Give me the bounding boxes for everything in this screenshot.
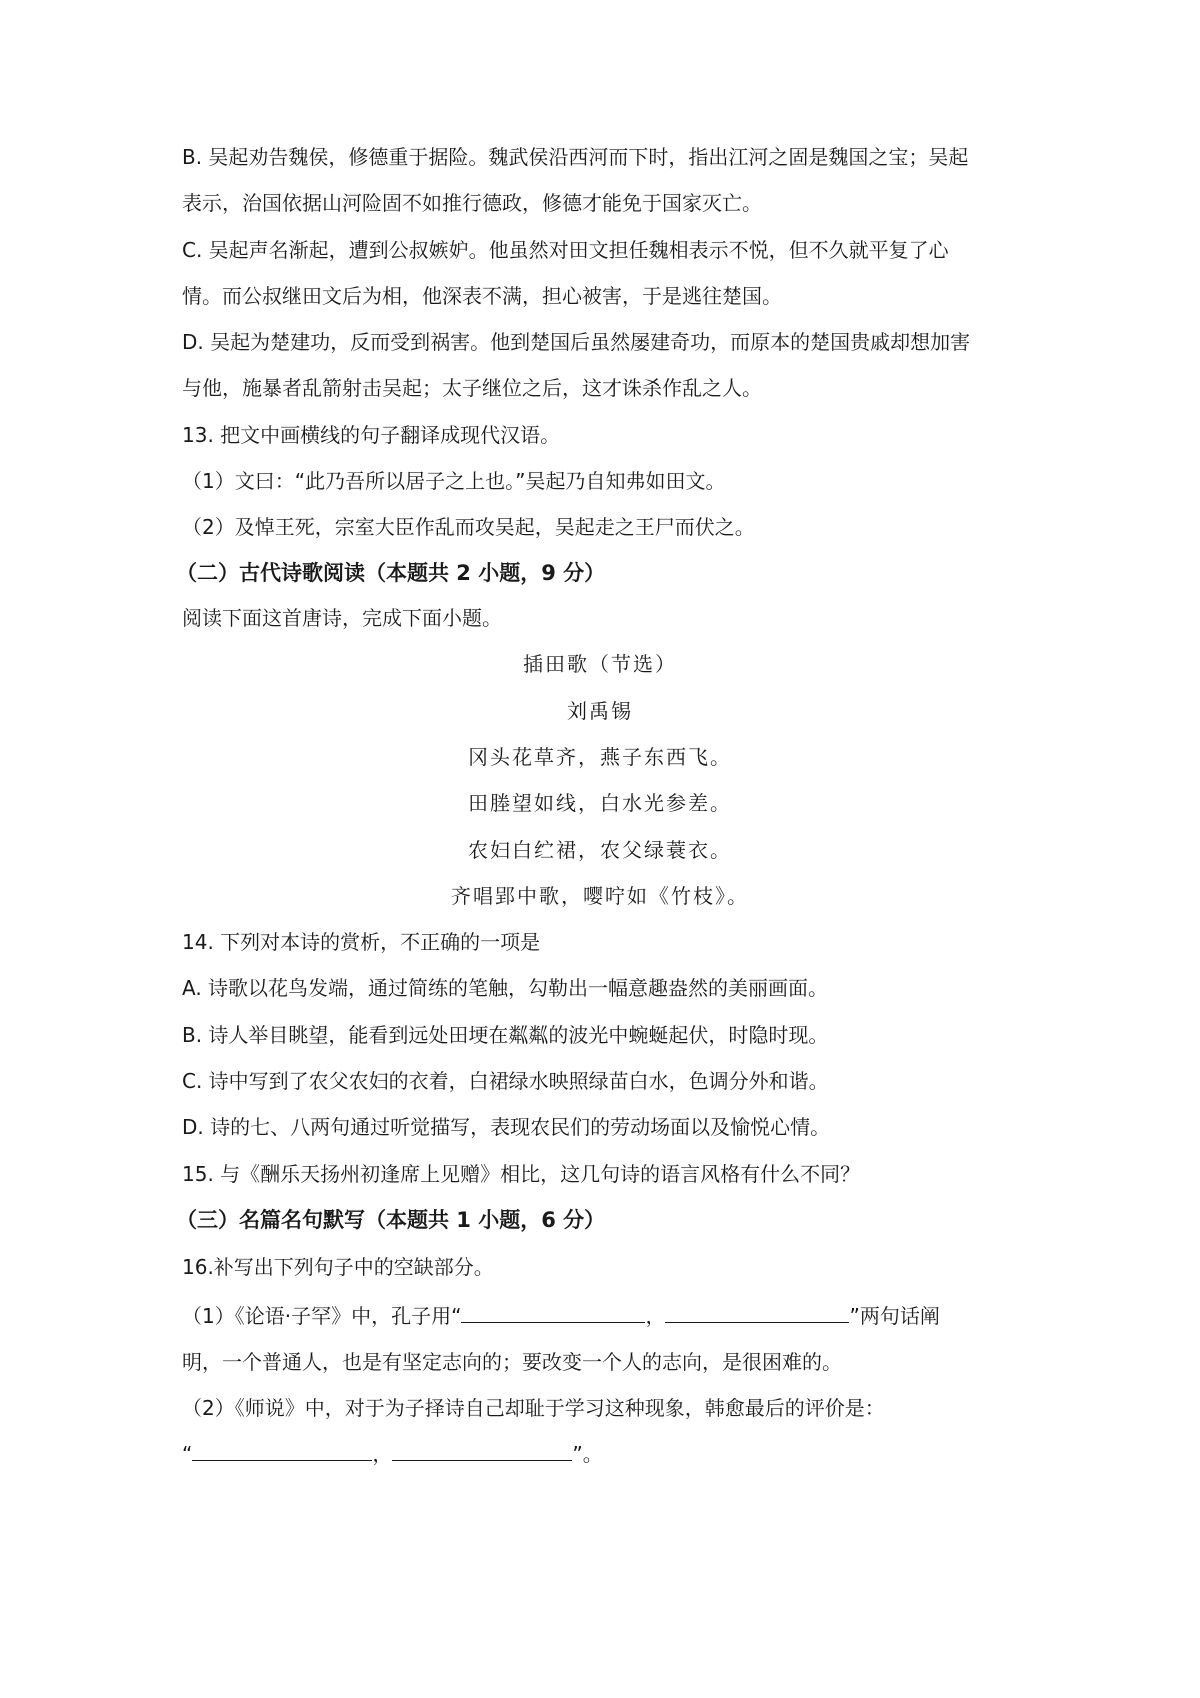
question-14-option-b: B. 诗人举目眺望，能看到远处田埂在粼粼的波光中蜿蜒起伏，时隐时现。: [182, 1023, 829, 1047]
section-2-heading: （二）古代诗歌阅读（本题共 2 小题，9 分）: [176, 561, 606, 585]
answer-blank[interactable]: [665, 1302, 849, 1323]
q16-p2-comma: ，: [372, 1442, 393, 1466]
q16-p2-start: “: [182, 1442, 193, 1466]
option-d-line-2: 与他，施暴者乱箭射击吴起；太子继位之后，这才诛杀作乱之人。: [182, 376, 762, 400]
option-c-line-2: 情。而公叔继田文后为相，他深表不满，担心被害，于是逃往楚国。: [182, 284, 782, 308]
poem-line: 田塍望如线，白水光参差。: [468, 791, 732, 815]
poem-line: 冈头花草齐，燕子东西飞。: [468, 745, 732, 769]
question-14-prompt: 14. 下列对本诗的赏析，不正确的一项是: [182, 930, 541, 954]
poem-author: 刘禹锡: [567, 699, 633, 723]
option-b-line-1: B. 吴起劝告魏侯，修德重于据险。魏武侯沿西河而下时，指出江河之固是魏国之宝；吴起: [182, 145, 969, 169]
option-c-line-1: C. 吴起声名渐起，遭到公叔嫉妒。他虽然对田文担任魏相表示不悦，但不久就平复了心: [182, 238, 949, 262]
q16-p2-end: ”。: [572, 1442, 603, 1466]
poem-line: 齐唱郢中歌，嘤咛如《竹枝》。: [451, 884, 749, 908]
question-13-sentence-1: （1）文曰：“此乃吾所以居子之上也。”吴起乃自知弗如田文。: [182, 469, 726, 493]
option-b-line-2: 表示，治国依据山河险固不如推行德政，修德才能免于国家灭亡。: [182, 191, 762, 215]
option-d-line-1: D. 吴起为楚建功，反而受到祸害。他到楚国后虽然屡建奇功，而原本的楚国贵戚却想加害: [182, 330, 971, 354]
question-16-part-2-line-1: （2）《师说》中，对于为子择诗自己却耻于学习这种现象，韩愈最后的评价是：: [182, 1396, 885, 1420]
q16-p1-comma: ，: [645, 1304, 666, 1328]
question-14-option-d: D. 诗的七、八两句通过听觉描写，表现农民们的劳动场面以及愉悦心情。: [182, 1115, 831, 1139]
question-14-option-a: A. 诗歌以花鸟发端，通过简练的笔触，勾勒出一幅意趣盎然的美丽画面。: [182, 976, 829, 1000]
question-16-part-1-line-1: [182, 1302, 940, 1330]
question-14-option-c: C. 诗中写到了农父农妇的衣着，白裙绿水映照绿苗白水，色调分外和谐。: [182, 1069, 829, 1093]
answer-blank[interactable]: [192, 1440, 372, 1461]
question-13-sentence-2: （2）及悼王死，宗室大臣作乱而攻吴起，吴起走之王尸而伏之。: [182, 515, 755, 539]
poem-line: 农妇白纻裙，农父绿蓑衣。: [468, 838, 732, 862]
question-13-prompt: 13. 把文中画横线的句子翻译成现代汉语。: [182, 423, 561, 447]
question-16-prompt: 16.补写出下列句子中的空缺部分。: [182, 1255, 494, 1279]
section-2-intro: 阅读下面这首唐诗，完成下面小题。: [182, 606, 502, 630]
section-3-heading: （三）名篇名句默写（本题共 1 小题，6 分）: [176, 1208, 606, 1232]
q16-p1-end: ”两句话阐: [849, 1304, 940, 1328]
poem-title: 插田歌（节选）: [523, 652, 677, 676]
answer-blank[interactable]: [392, 1440, 572, 1461]
q16-p1-start: （1）《论语·子罕》中，孔子用“: [182, 1304, 462, 1328]
answer-blank[interactable]: [461, 1302, 645, 1323]
question-15-prompt: 15. 与《酬乐天扬州初逢席上见赠》相比，这几句诗的语言风格有什么不同？: [182, 1162, 861, 1186]
question-16-part-2-line-2: [182, 1440, 603, 1468]
question-16-part-1-line-2: 明，一个普通人，也是有坚定志向的；要改变一个人的志向，是很困难的。: [182, 1350, 842, 1374]
